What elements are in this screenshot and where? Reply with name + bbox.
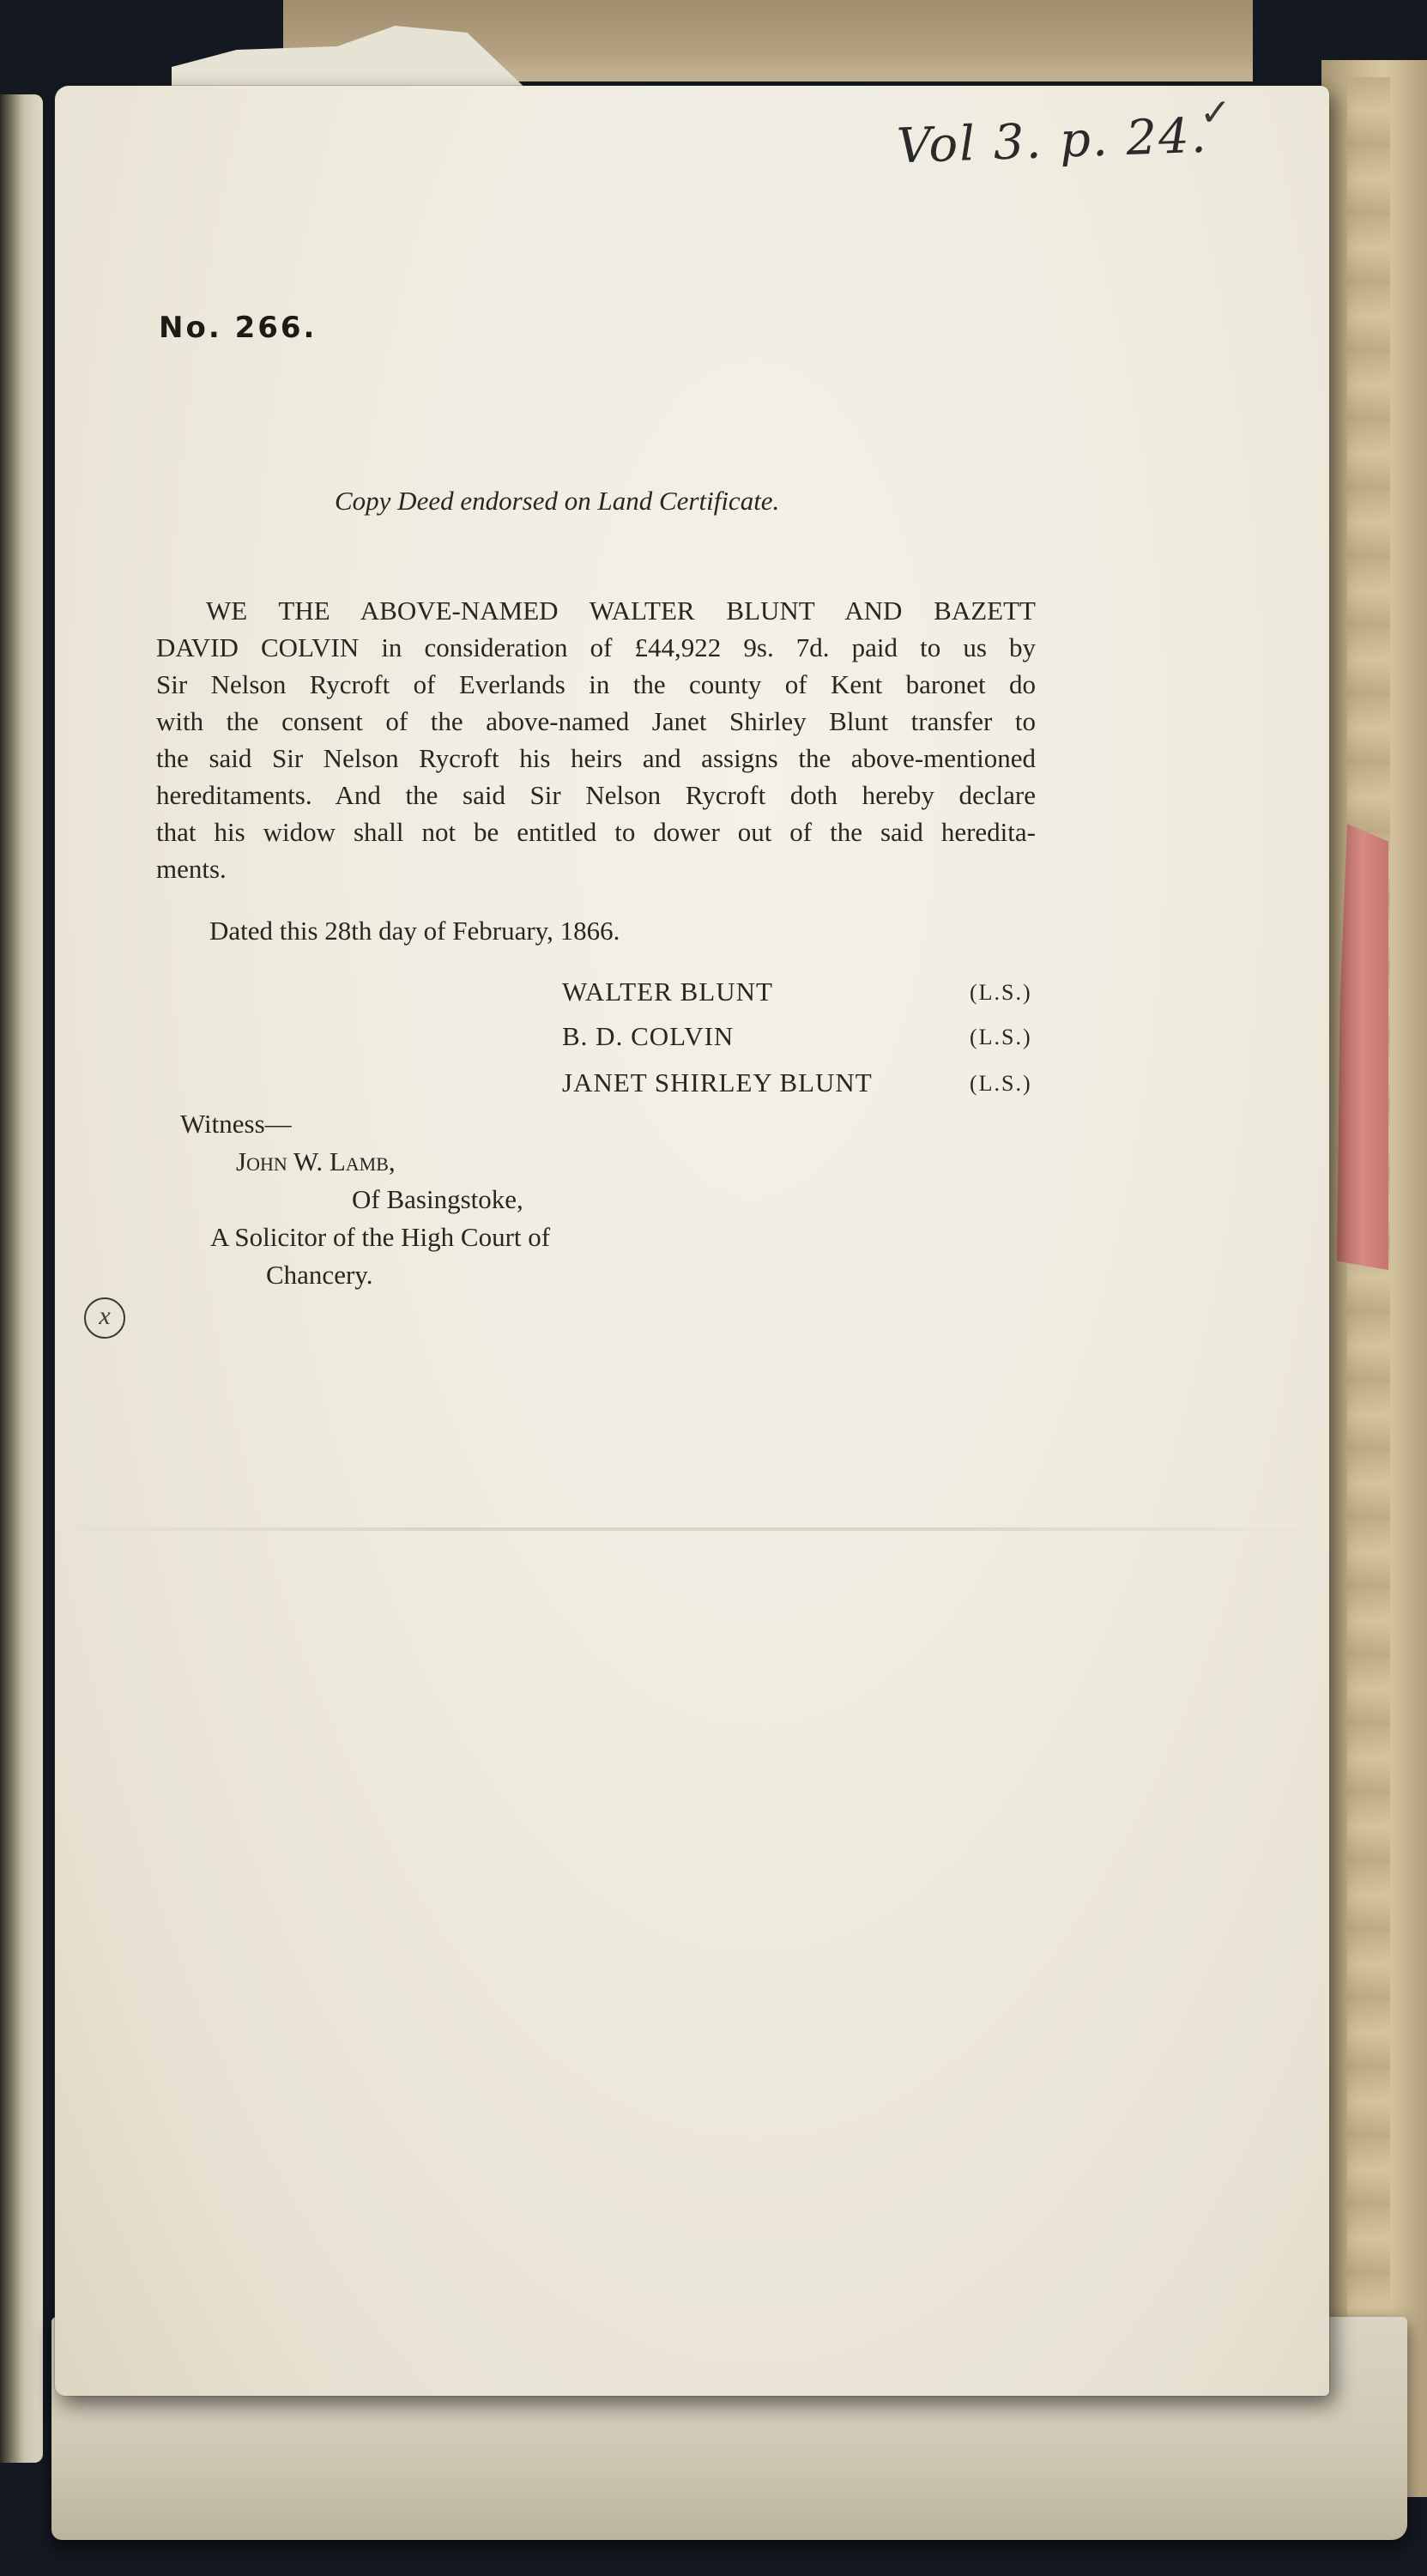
deed-body-paragraph bbox=[156, 592, 1036, 887]
seal-mark: (L.S.) bbox=[970, 1071, 1032, 1096]
body-line: Sir Nelson Rycroft of Everlands in the county of Kent baronet do bbox=[156, 669, 1036, 699]
body-line: that his widow shall not be entitled to dower out of the said heredita- bbox=[156, 817, 1036, 847]
witness-name: John W. Lamb, bbox=[236, 1146, 396, 1176]
seal-mark: (L.S.) bbox=[970, 980, 1032, 1005]
witness-title: A Solicitor of the High Court of bbox=[210, 1222, 551, 1252]
red-paper-tab bbox=[1337, 824, 1388, 1270]
document-title: Copy Deed endorsed on Land Certificate. bbox=[335, 486, 780, 516]
document-number: No. 266. bbox=[159, 311, 317, 345]
witness-label: Witness— bbox=[180, 1109, 292, 1139]
body-line: DAVID COLVIN in consideration of £44,922 9s. 7d. paid to us by bbox=[156, 632, 1036, 662]
body-line: the said Sir Nelson Rycroft his heirs and assigns the above-mentioned bbox=[156, 743, 1036, 773]
seal-mark: (L.S.) bbox=[970, 1025, 1032, 1049]
body-line: with the consent of the above-named Janet Shirley Blunt transfer to bbox=[156, 706, 1036, 736]
handwritten-volume-reference: Vol 3. p. 24. bbox=[895, 107, 1209, 175]
left-facing-page-edge bbox=[0, 94, 43, 2463]
signatory-name: B. D. COLVIN bbox=[562, 1021, 735, 1051]
body-line: ments. bbox=[156, 854, 227, 884]
witness-place: Of Basingstoke, bbox=[352, 1184, 523, 1214]
witness-title-continued: Chancery. bbox=[266, 1260, 373, 1290]
body-line: hereditaments. And the said Sir Nelson Rycroft doth hereby declare bbox=[156, 780, 1036, 810]
check-mark-icon: ✓ bbox=[1200, 92, 1231, 134]
page-fold-line bbox=[55, 1527, 1329, 1531]
circled-margin-mark-icon: x bbox=[84, 1297, 125, 1339]
signatory-name: JANET SHIRLEY BLUNT bbox=[562, 1067, 873, 1098]
signatory-name: WALTER BLUNT bbox=[562, 977, 773, 1007]
body-line: WE THE ABOVE-NAMED WALTER BLUNT AND BAZETT bbox=[206, 596, 1036, 626]
date-line: Dated this 28th day of February, 1866. bbox=[209, 916, 620, 946]
